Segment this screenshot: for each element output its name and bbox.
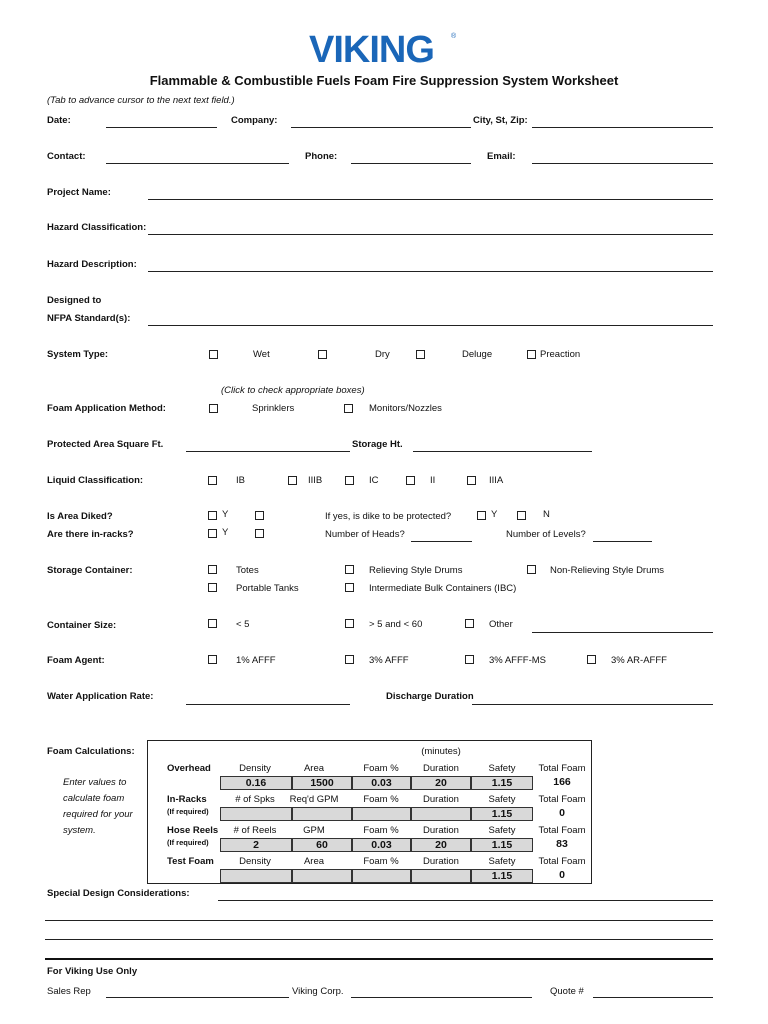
ii-label: II: [430, 475, 436, 486]
calc-row-name: In-Racks: [167, 794, 207, 805]
sprinklers-label: Sprinklers: [252, 403, 295, 414]
phone-field[interactable]: [351, 163, 471, 164]
calc-input-cell[interactable]: 1.15: [471, 869, 533, 883]
calc-instruction-1: Enter values to: [63, 777, 127, 788]
calc-header: Duration: [423, 825, 459, 836]
dry-label: Dry: [375, 349, 390, 360]
total-foam-value: 83: [556, 838, 568, 850]
calc-header: Foam %: [363, 763, 399, 774]
calc-header: Density: [239, 856, 271, 867]
minutes-label: (minutes): [421, 746, 461, 757]
calc-row-name: Test Foam: [167, 856, 214, 867]
designed-to-label: Designed to: [47, 295, 102, 306]
calc-header: Safety: [488, 825, 516, 836]
calc-header: # of Spks: [235, 794, 275, 805]
special-field-2[interactable]: [45, 920, 713, 921]
calc-input-cell[interactable]: 1.15: [471, 776, 533, 790]
foam-calc-table: [147, 740, 592, 884]
calc-input-cell[interactable]: 0.03: [352, 776, 411, 790]
relieving-drums-checkbox[interactable]: [345, 565, 354, 574]
calc-row-name: Overhead: [167, 763, 211, 774]
iiia-checkbox[interactable]: [467, 476, 476, 485]
calc-input-cell[interactable]: [220, 807, 292, 821]
calc-header: Total Foam: [538, 856, 586, 867]
size-5-60-label: > 5 and < 60: [369, 619, 423, 630]
ib-label: IB: [236, 475, 245, 486]
total-foam-value: 0: [559, 807, 565, 819]
calc-instruction-3: required for your: [63, 809, 133, 820]
tab-note: (Tab to advance cursor to the next text field.): [47, 95, 235, 106]
ib-checkbox[interactable]: [208, 476, 217, 485]
calc-input-cell[interactable]: [352, 807, 411, 821]
contact-field[interactable]: [106, 163, 289, 164]
ic-checkbox[interactable]: [345, 476, 354, 485]
preaction-checkbox[interactable]: [527, 350, 536, 359]
inracks-yes-checkbox[interactable]: [208, 529, 217, 538]
calc-header: GPM: [303, 825, 325, 836]
viking-use-label: For Viking Use Only: [47, 966, 138, 977]
monitors-checkbox[interactable]: [344, 404, 353, 413]
calc-header: Area: [303, 763, 325, 774]
discharge-field[interactable]: [472, 704, 713, 705]
total-foam-value: 0: [559, 869, 565, 881]
calc-header: Total Foam: [538, 763, 586, 774]
afff1-checkbox[interactable]: [208, 655, 217, 664]
svg-text:VIKING: VIKING: [309, 29, 434, 68]
ar-afff-checkbox[interactable]: [587, 655, 596, 664]
dike-protect-no-checkbox[interactable]: [517, 511, 526, 520]
iiib-label: IIIB: [308, 475, 323, 486]
calc-row-sub: (If required): [167, 807, 209, 816]
calc-header: Safety: [488, 763, 516, 774]
calc-header: Total Foam: [538, 794, 586, 805]
special-field-1[interactable]: [218, 900, 713, 901]
calc-input-cell[interactable]: [292, 869, 352, 883]
diked-label: Is Area Diked?: [47, 511, 113, 522]
dike-protect-no-label: N: [543, 509, 550, 520]
calc-header: Foam %: [363, 856, 399, 867]
city-label: City, St, Zip:: [473, 115, 528, 126]
calc-header: Duration: [423, 856, 459, 867]
company-field[interactable]: [291, 127, 471, 128]
email-field[interactable]: [532, 163, 713, 164]
calc-input-cell[interactable]: 2: [220, 838, 292, 852]
foam-method-label: Foam Application Method:: [47, 403, 166, 414]
calc-header: Safety: [488, 856, 516, 867]
afff-ms-label: 3% AFFF-MS: [489, 655, 547, 666]
wet-checkbox[interactable]: [209, 350, 218, 359]
hazard-class-field[interactable]: [148, 234, 713, 235]
calc-input-cell[interactable]: 1500: [292, 776, 352, 790]
calc-input-cell[interactable]: [411, 807, 471, 821]
date-field[interactable]: [106, 127, 217, 128]
divider: [45, 958, 713, 960]
email-label: Email:: [487, 151, 516, 162]
ic-label: IC: [369, 475, 379, 486]
diked-yes-checkbox[interactable]: [208, 511, 217, 520]
company-label: Company:: [231, 115, 278, 126]
calc-header: Duration: [423, 794, 459, 805]
ibc-label: Intermediate Bulk Containers (IBC): [369, 583, 517, 594]
calc-row-sub: (If required): [167, 838, 209, 847]
contact-label: Contact:: [47, 151, 86, 162]
portable-tanks-checkbox[interactable]: [208, 583, 217, 592]
deluge-label: Deluge: [462, 349, 493, 360]
calc-input-cell[interactable]: 1.15: [471, 838, 533, 852]
liquid-label: Liquid Classification:: [47, 475, 144, 486]
calc-header: Foam %: [363, 825, 399, 836]
viking-corp-label: Viking Corp.: [292, 986, 344, 997]
calc-header: Foam %: [363, 794, 399, 805]
calc-header: Total Foam: [538, 825, 586, 836]
protected-area-field[interactable]: [186, 451, 350, 452]
discharge-label: Discharge Duration: [386, 691, 474, 702]
calc-instruction-4: system.: [63, 825, 96, 836]
calc-input-cell[interactable]: 20: [411, 776, 471, 790]
special-field-3[interactable]: [45, 939, 713, 940]
storage-container-label: Storage Container:: [47, 565, 133, 576]
non-relieving-drums-checkbox[interactable]: [527, 565, 536, 574]
levels-label: Number of Levels?: [506, 529, 586, 540]
date-label: Date:: [47, 115, 71, 126]
special-label: Special Design Considerations:: [47, 888, 190, 899]
nfpa-field[interactable]: [148, 325, 713, 326]
hazard-desc-label: Hazard Description:: [47, 259, 137, 270]
totes-checkbox[interactable]: [208, 565, 217, 574]
iiia-label: IIIA: [489, 475, 504, 486]
page-title: Flammable & Combustible Fuels Foam Fire Suppression System Worksheet: [149, 73, 619, 88]
calc-header: Duration: [423, 763, 459, 774]
storage-ht-label: Storage Ht.: [352, 439, 403, 450]
calc-header: # of Reels: [233, 825, 277, 836]
calc-header: Safety: [488, 794, 516, 805]
preaction-label: Preaction: [540, 349, 581, 360]
monitors-label: Monitors/Nozzles: [369, 403, 442, 414]
calc-input-cell[interactable]: [292, 807, 352, 821]
calc-input-cell[interactable]: 60: [292, 838, 352, 852]
calc-input-cell[interactable]: [411, 869, 471, 883]
project-field[interactable]: [148, 199, 713, 200]
quote-label: Quote #: [550, 986, 584, 997]
sales-rep-field[interactable]: [106, 997, 289, 998]
inracks-no-checkbox[interactable]: [255, 529, 264, 538]
wet-label: Wet: [253, 349, 270, 360]
calc-input-cell[interactable]: 0.16: [220, 776, 292, 790]
water-rate-label: Water Application Rate:: [47, 691, 154, 702]
foam-calc-label: Foam Calculations:: [47, 746, 135, 757]
relieving-drums-label: Relieving Style Drums: [369, 565, 463, 576]
sprinklers-checkbox[interactable]: [209, 404, 218, 413]
viking-corp-field[interactable]: [351, 997, 532, 998]
size-lt5-label: < 5: [236, 619, 250, 630]
city-field[interactable]: [532, 127, 713, 128]
size-lt5-checkbox[interactable]: [208, 619, 217, 628]
storage-ht-field[interactable]: [413, 451, 592, 452]
quote-field[interactable]: [593, 997, 713, 998]
foam-agent-label: Foam Agent:: [47, 655, 105, 666]
calc-input-cell[interactable]: [220, 869, 292, 883]
dike-protect-question: If yes, is dike to be protected?: [325, 511, 452, 522]
viking-logo: [309, 28, 459, 71]
size-other-field[interactable]: [532, 632, 713, 633]
calc-header: Req'd GPM: [289, 794, 339, 805]
dike-protect-yes-checkbox[interactable]: [477, 511, 486, 520]
diked-yes-label: Y: [222, 509, 229, 520]
totes-label: Totes: [236, 565, 259, 576]
afff1-label: 1% AFFF: [236, 655, 276, 666]
inracks-label: Are there in-racks?: [47, 529, 134, 540]
levels-field[interactable]: [593, 541, 652, 542]
afff3-label: 3% AFFF: [369, 655, 409, 666]
calc-row-name: Hose Reels: [167, 825, 219, 836]
portable-tanks-label: Portable Tanks: [236, 583, 299, 594]
inracks-yes-label: Y: [222, 527, 229, 538]
hazard-class-label: Hazard Classification:: [47, 222, 147, 233]
non-relieving-drums-label: Non-Relieving Style Drums: [550, 565, 665, 576]
diked-no-checkbox[interactable]: [255, 511, 264, 520]
ibc-checkbox[interactable]: [345, 583, 354, 592]
system-type-label: System Type:: [47, 349, 109, 360]
container-size-label: Container Size:: [47, 620, 117, 631]
calc-input-cell[interactable]: 20: [411, 838, 471, 852]
calc-input-cell[interactable]: 0.03: [352, 838, 411, 852]
ii-checkbox[interactable]: [406, 476, 415, 485]
size-other-checkbox[interactable]: [465, 619, 474, 628]
afff3-checkbox[interactable]: [345, 655, 354, 664]
iiib-checkbox[interactable]: [288, 476, 297, 485]
protected-area-label: Protected Area Square Ft.: [47, 439, 164, 450]
heads-field[interactable]: [411, 541, 472, 542]
calc-input-cell[interactable]: [352, 869, 411, 883]
phone-label: Phone:: [305, 151, 338, 162]
heads-label: Number of Heads?: [325, 529, 405, 540]
afff-ms-checkbox[interactable]: [465, 655, 474, 664]
svg-text:®: ®: [451, 33, 457, 40]
project-label: Project Name:: [47, 187, 111, 198]
click-note: (Click to check appropriate boxes): [221, 385, 365, 396]
size-5-60-checkbox[interactable]: [345, 619, 354, 628]
total-foam-value: 166: [553, 776, 571, 788]
calc-instruction-2: calculate foam: [63, 793, 125, 804]
calc-header: Density: [239, 763, 271, 774]
size-other-label: Other: [489, 619, 513, 630]
calc-header: Area: [303, 856, 325, 867]
ar-afff-label: 3% AR-AFFF: [611, 655, 667, 666]
calc-input-cell[interactable]: 1.15: [471, 807, 533, 821]
dike-protect-yes-label: Y: [491, 509, 498, 520]
deluge-checkbox[interactable]: [416, 350, 425, 359]
water-rate-field[interactable]: [186, 704, 350, 705]
dry-checkbox[interactable]: [318, 350, 327, 359]
nfpa-label: NFPA Standard(s):: [47, 313, 131, 324]
sales-rep-label: Sales Rep: [47, 986, 91, 997]
hazard-desc-field[interactable]: [148, 271, 713, 272]
